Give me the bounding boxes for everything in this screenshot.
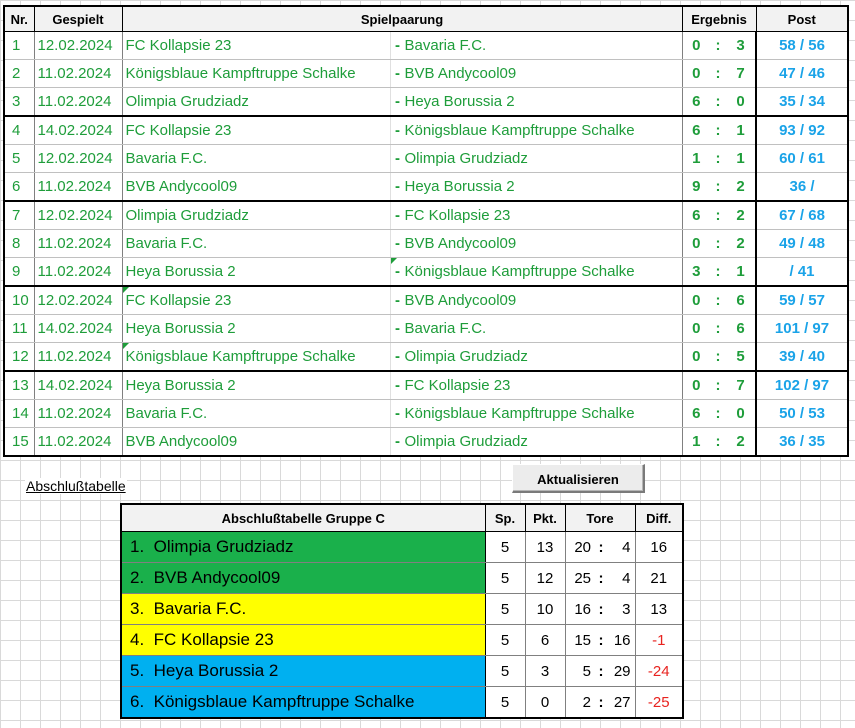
match-nr: 4	[4, 116, 34, 145]
goals-for: 16	[565, 594, 595, 625]
match-nr: 9	[4, 258, 34, 287]
home-team: Olimpia Grudziadz	[122, 201, 390, 230]
match-nr: 15	[4, 428, 34, 457]
points-value: 10	[525, 594, 565, 625]
home-goals: 0	[682, 60, 710, 88]
guest-goals: 1	[726, 258, 756, 287]
home-team: FC Kollapsie 23	[122, 116, 390, 145]
standings-row	[121, 625, 683, 656]
match-date: 11.02.2024	[34, 400, 122, 428]
guest-goals: 2	[726, 230, 756, 258]
guest-goals: 5	[726, 343, 756, 372]
guest-cell	[390, 315, 682, 343]
match-date: 14.02.2024	[34, 116, 122, 145]
score-separator: :	[710, 315, 726, 343]
played-value: 5	[485, 687, 525, 719]
post-value: / 41	[756, 258, 848, 287]
pairing-dash: -	[395, 320, 400, 337]
match-nr: 1	[4, 32, 34, 60]
team-name: Bavaria F.C.	[153, 599, 247, 618]
pairing-dash: -	[395, 122, 400, 139]
match-row	[4, 60, 848, 88]
goals-for: 15	[565, 625, 595, 656]
match-date: 11.02.2024	[34, 343, 122, 372]
match-nr: 7	[4, 201, 34, 230]
played-value: 5	[485, 563, 525, 594]
home-team: Bavaria F.C.	[122, 145, 390, 173]
guest-cell	[390, 201, 682, 230]
header-pairing: Spielpaarung	[122, 6, 682, 32]
guest-cell	[390, 400, 682, 428]
goals-against: 4	[607, 563, 635, 594]
match-nr: 12	[4, 343, 34, 372]
home-team: Königsblaue Kampftruppe Schalke	[122, 343, 390, 372]
goals-separator: :	[595, 687, 607, 719]
post-value: 93 / 92	[756, 116, 848, 145]
score-separator: :	[710, 371, 726, 400]
pairing-dash: -	[395, 65, 400, 82]
home-team: Bavaria F.C.	[122, 400, 390, 428]
match-row	[4, 32, 848, 60]
header-goals: Tore	[565, 504, 635, 532]
home-team: Olimpia Grudziadz	[122, 88, 390, 117]
score-separator: :	[710, 230, 726, 258]
team-name: Königsblaue Kampftruppe Schalke	[153, 692, 415, 711]
match-date: 11.02.2024	[34, 258, 122, 287]
pairing-dash: -	[395, 405, 400, 422]
match-date: 11.02.2024	[34, 428, 122, 457]
match-row	[4, 258, 848, 287]
score-separator: :	[710, 286, 726, 315]
guest-cell	[390, 258, 682, 287]
guest-team: Bavaria F.C.	[404, 320, 487, 337]
guest-team: Königsblaue Kampftruppe Schalke	[404, 122, 635, 139]
standings-row	[121, 532, 683, 563]
standings-rows	[121, 532, 683, 719]
guest-cell	[390, 173, 682, 202]
guest-team: Heya Borussia 2	[404, 178, 515, 195]
pairing-dash: -	[395, 292, 400, 309]
match-nr: 13	[4, 371, 34, 400]
goal-diff: 13	[635, 594, 683, 625]
home-team: FC Kollapsie 23	[122, 32, 390, 60]
pairing-dash: -	[395, 433, 400, 450]
goals-against: 4	[607, 532, 635, 563]
team-name: Olimpia Grudziadz	[153, 537, 294, 556]
standings-row	[121, 594, 683, 625]
team-rank: 5.	[130, 661, 145, 680]
team-name: BVB Andycool09	[153, 568, 281, 587]
played-value: 5	[485, 656, 525, 687]
header-played: Sp.	[485, 504, 525, 532]
guest-cell	[390, 230, 682, 258]
pairing-dash: -	[395, 263, 400, 280]
match-date: 11.02.2024	[34, 60, 122, 88]
goal-diff: -24	[635, 656, 683, 687]
score-separator: :	[710, 145, 726, 173]
match-row	[4, 400, 848, 428]
post-value: 49 / 48	[756, 230, 848, 258]
team-cell	[121, 563, 485, 594]
post-value: 35 / 34	[756, 88, 848, 117]
team-rank: 6.	[130, 692, 145, 711]
goals-for: 5	[565, 656, 595, 687]
match-date: 14.02.2024	[34, 371, 122, 400]
standings-table	[120, 503, 684, 719]
pairing-dash: -	[395, 93, 400, 110]
goal-diff: 21	[635, 563, 683, 594]
guest-cell	[390, 32, 682, 60]
header-diff: Diff.	[635, 504, 683, 532]
team-name: FC Kollapsie 23	[153, 630, 274, 649]
home-goals: 0	[682, 286, 710, 315]
goals-for: 25	[565, 563, 595, 594]
match-row	[4, 201, 848, 230]
guest-team: Königsblaue Kampftruppe Schalke	[404, 405, 635, 422]
goal-diff: -1	[635, 625, 683, 656]
standings-row	[121, 563, 683, 594]
match-row	[4, 343, 848, 372]
guest-team: Olimpia Grudziadz	[404, 348, 528, 365]
guest-team: Bavaria F.C.	[404, 37, 487, 54]
match-nr: 10	[4, 286, 34, 315]
team-cell	[121, 532, 485, 563]
guest-goals: 6	[726, 315, 756, 343]
score-separator: :	[710, 116, 726, 145]
match-rows	[4, 32, 848, 457]
score-separator: :	[710, 400, 726, 428]
refresh-button[interactable]: Aktualisieren	[512, 464, 645, 493]
post-value: 36 /	[756, 173, 848, 202]
guest-goals: 7	[726, 371, 756, 400]
post-value: 101 / 97	[756, 315, 848, 343]
match-nr: 3	[4, 88, 34, 117]
pairing-dash: -	[395, 235, 400, 252]
guest-team: Heya Borussia 2	[404, 93, 515, 110]
pairing-dash: -	[395, 150, 400, 167]
guest-team: BVB Andycool09	[404, 292, 517, 309]
standings-header-row	[121, 504, 683, 532]
home-goals: 0	[682, 230, 710, 258]
match-nr: 2	[4, 60, 34, 88]
home-team: Bavaria F.C.	[122, 230, 390, 258]
guest-goals: 2	[726, 201, 756, 230]
guest-goals: 2	[726, 428, 756, 457]
header-points: Pkt.	[525, 504, 565, 532]
post-value: 102 / 97	[756, 371, 848, 400]
match-row	[4, 315, 848, 343]
score-separator: :	[710, 60, 726, 88]
guest-team: Olimpia Grudziadz	[404, 150, 528, 167]
match-date: 11.02.2024	[34, 173, 122, 202]
match-results-table	[3, 5, 849, 457]
match-nr: 11	[4, 315, 34, 343]
home-goals: 6	[682, 201, 710, 230]
home-goals: 1	[682, 428, 710, 457]
guest-cell	[390, 116, 682, 145]
guest-goals: 1	[726, 116, 756, 145]
home-goals: 9	[682, 173, 710, 202]
guest-goals: 3	[726, 32, 756, 60]
guest-goals: 7	[726, 60, 756, 88]
standings-title: Abschlußtabelle Gruppe C	[121, 504, 485, 532]
goals-separator: :	[595, 594, 607, 625]
goals-for: 20	[565, 532, 595, 563]
home-goals: 1	[682, 145, 710, 173]
score-separator: :	[710, 88, 726, 117]
post-value: 47 / 46	[756, 60, 848, 88]
home-goals: 0	[682, 32, 710, 60]
guest-goals: 6	[726, 286, 756, 315]
team-cell	[121, 656, 485, 687]
goals-separator: :	[595, 563, 607, 594]
home-goals: 3	[682, 258, 710, 287]
team-cell	[121, 687, 485, 719]
guest-team: Königsblaue Kampftruppe Schalke	[404, 263, 635, 280]
score-separator: :	[710, 201, 726, 230]
post-value: 67 / 68	[756, 201, 848, 230]
header-nr: Nr.	[4, 6, 34, 32]
score-separator: :	[710, 32, 726, 60]
goals-against: 3	[607, 594, 635, 625]
points-value: 12	[525, 563, 565, 594]
score-separator: :	[710, 173, 726, 202]
goals-against: 29	[607, 656, 635, 687]
team-rank: 2.	[130, 568, 145, 587]
team-cell	[121, 594, 485, 625]
home-team: FC Kollapsie 23	[122, 286, 390, 315]
guest-goals: 1	[726, 145, 756, 173]
standings-row	[121, 656, 683, 687]
home-team: Heya Borussia 2	[122, 315, 390, 343]
home-team: Heya Borussia 2	[122, 258, 390, 287]
points-value: 13	[525, 532, 565, 563]
header-date: Gespielt	[34, 6, 122, 32]
match-nr: 6	[4, 173, 34, 202]
score-separator: :	[710, 343, 726, 372]
post-value: 50 / 53	[756, 400, 848, 428]
guest-goals: 0	[726, 88, 756, 117]
match-row	[4, 371, 848, 400]
header-result: Ergebnis	[682, 6, 756, 32]
match-row	[4, 145, 848, 173]
goals-separator: :	[595, 656, 607, 687]
goal-diff: -25	[635, 687, 683, 719]
team-rank: 4.	[130, 630, 145, 649]
match-date: 14.02.2024	[34, 315, 122, 343]
guest-team: BVB Andycool09	[404, 65, 517, 82]
played-value: 5	[485, 625, 525, 656]
pairing-dash: -	[395, 348, 400, 365]
match-date: 11.02.2024	[34, 88, 122, 117]
guest-cell	[390, 60, 682, 88]
match-nr: 5	[4, 145, 34, 173]
match-row	[4, 286, 848, 315]
pairing-dash: -	[395, 207, 400, 224]
match-date: 12.02.2024	[34, 201, 122, 230]
guest-team: FC Kollapsie 23	[404, 377, 511, 394]
post-value: 36 / 35	[756, 428, 848, 457]
goals-for: 2	[565, 687, 595, 719]
team-cell	[121, 625, 485, 656]
home-goals: 0	[682, 343, 710, 372]
points-value: 0	[525, 687, 565, 719]
standings-row	[121, 687, 683, 719]
pairing-dash: -	[395, 37, 400, 54]
played-value: 5	[485, 532, 525, 563]
pairing-dash: -	[395, 377, 400, 394]
post-value: 58 / 56	[756, 32, 848, 60]
guest-cell	[390, 343, 682, 372]
team-rank: 3.	[130, 599, 145, 618]
guest-cell	[390, 371, 682, 400]
match-date: 12.02.2024	[34, 145, 122, 173]
home-team: BVB Andycool09	[122, 173, 390, 202]
post-value: 60 / 61	[756, 145, 848, 173]
guest-cell	[390, 145, 682, 173]
match-nr: 14	[4, 400, 34, 428]
match-row	[4, 230, 848, 258]
team-name: Heya Borussia 2	[153, 661, 279, 680]
match-date: 12.02.2024	[34, 286, 122, 315]
goals-separator: :	[595, 625, 607, 656]
home-goals: 0	[682, 315, 710, 343]
standings-link[interactable]: Abschlußtabelle	[26, 478, 126, 494]
home-team: BVB Andycool09	[122, 428, 390, 457]
guest-team: Olimpia Grudziadz	[404, 433, 528, 450]
match-header-row	[4, 6, 848, 32]
points-value: 3	[525, 656, 565, 687]
team-rank: 1.	[130, 537, 145, 556]
match-row	[4, 173, 848, 202]
guest-cell	[390, 88, 682, 117]
pairing-dash: -	[395, 178, 400, 195]
post-value: 39 / 40	[756, 343, 848, 372]
post-value: 59 / 57	[756, 286, 848, 315]
home-goals: 6	[682, 88, 710, 117]
match-date: 12.02.2024	[34, 32, 122, 60]
guest-team: BVB Andycool09	[404, 235, 517, 252]
guest-goals: 0	[726, 400, 756, 428]
header-post: Post	[756, 6, 848, 32]
match-row	[4, 116, 848, 145]
match-date: 11.02.2024	[34, 230, 122, 258]
home-team: Königsblaue Kampftruppe Schalke	[122, 60, 390, 88]
goals-separator: :	[595, 532, 607, 563]
goals-against: 27	[607, 687, 635, 719]
score-separator: :	[710, 258, 726, 287]
home-goals: 6	[682, 400, 710, 428]
home-goals: 0	[682, 371, 710, 400]
guest-team: FC Kollapsie 23	[404, 207, 511, 224]
guest-goals: 2	[726, 173, 756, 202]
guest-cell	[390, 428, 682, 457]
match-row	[4, 428, 848, 457]
match-row	[4, 88, 848, 117]
home-team: Heya Borussia 2	[122, 371, 390, 400]
points-value: 6	[525, 625, 565, 656]
guest-cell	[390, 286, 682, 315]
match-nr: 8	[4, 230, 34, 258]
score-separator: :	[710, 428, 726, 457]
played-value: 5	[485, 594, 525, 625]
goal-diff: 16	[635, 532, 683, 563]
goals-against: 16	[607, 625, 635, 656]
home-goals: 6	[682, 116, 710, 145]
